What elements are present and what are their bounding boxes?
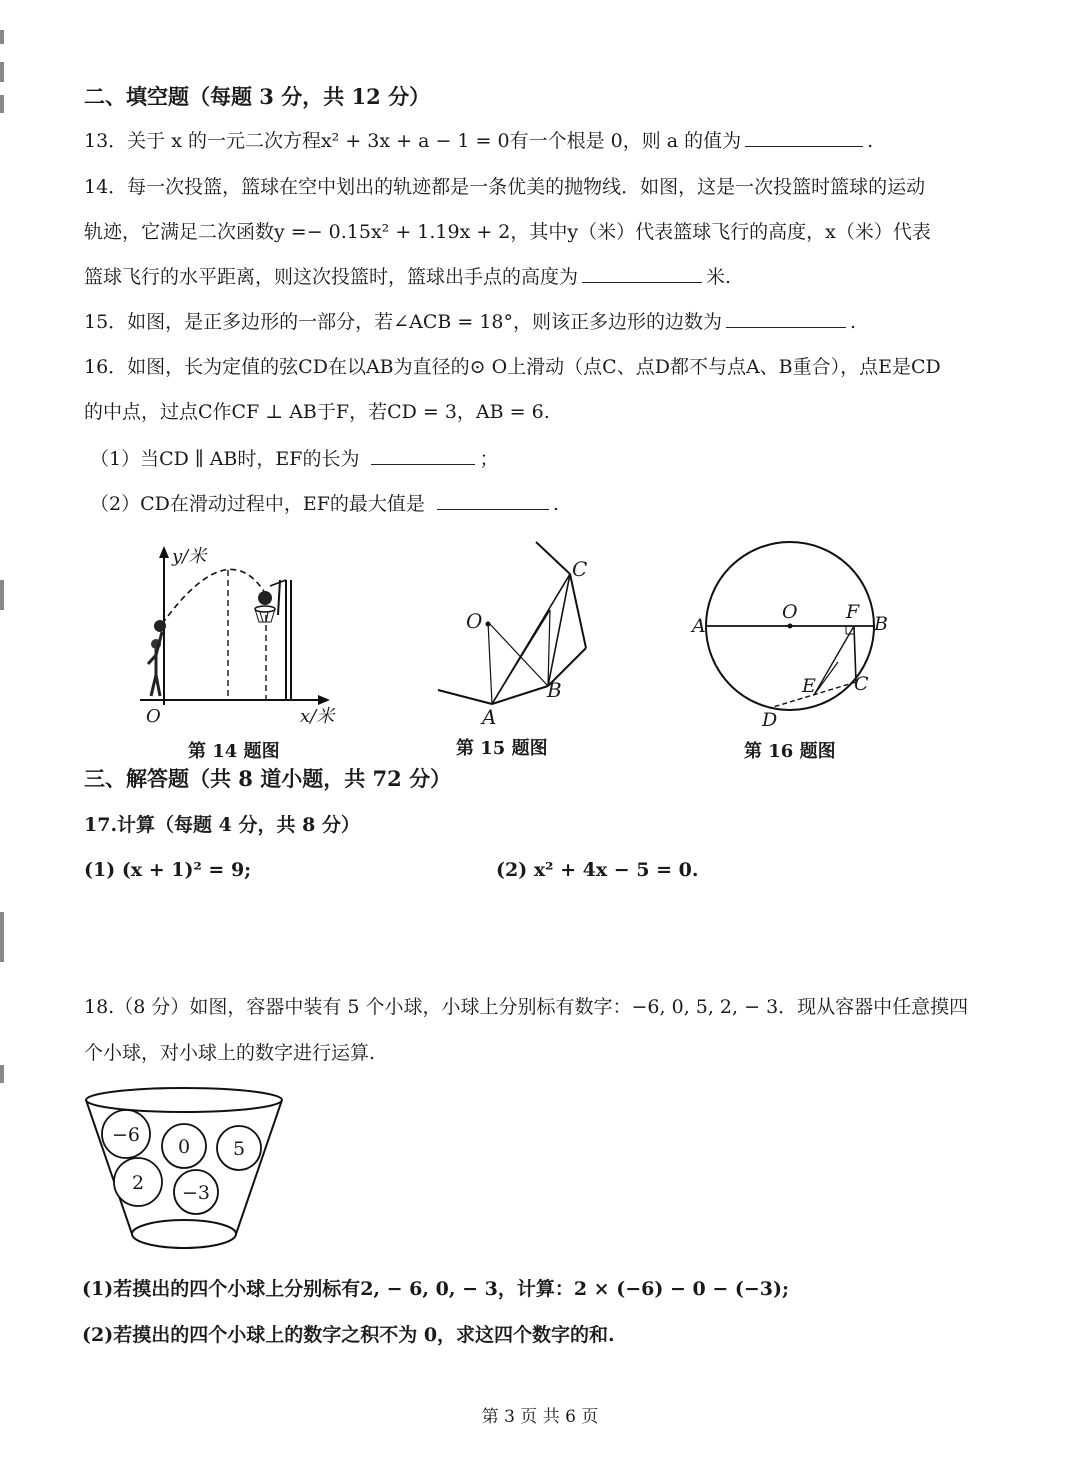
question-16-part2 <box>90 491 559 517</box>
label-b: B <box>874 613 888 635</box>
binding-edge-mark <box>0 580 4 610</box>
binding-edge-mark <box>0 95 4 113</box>
segment-e <box>814 662 838 695</box>
ball-label: −6 <box>111 1124 141 1146</box>
segment-oa <box>488 622 492 704</box>
answer-blank <box>371 446 475 465</box>
origin-label: O <box>146 706 161 727</box>
segment-o-b <box>488 622 548 686</box>
container-bottom <box>132 1220 236 1248</box>
binding-edge-mark <box>0 30 4 44</box>
question-16-line1: 16．如图，长为定值的弦CD在以AB为直径的⊙ O上滑动（点C、点D都不与点A、B重合），点E是CD <box>84 356 941 378</box>
answer-blank <box>745 128 863 147</box>
figure-16-caption: 第 16 题图 <box>744 741 836 762</box>
page-number: 第 3 页 共 6 页 <box>481 1407 599 1427</box>
ball-label: 2 <box>131 1172 145 1194</box>
figure-14-caption: 第 14 题图 <box>188 741 280 762</box>
label-o: O <box>782 601 798 623</box>
container-rim <box>86 1088 282 1112</box>
question-15-text: 15．如图，是正多边形的一部分，若∠ACB = 18°，则该正多边形的边数为 <box>84 311 722 333</box>
backboard <box>278 580 280 615</box>
label-e: E <box>802 675 816 697</box>
hoop-rim <box>255 606 275 612</box>
polygon-edge-extension2 <box>438 690 492 704</box>
label-a: A <box>482 705 497 729</box>
question-13 <box>84 128 873 154</box>
polygon-edge-cb <box>570 574 586 648</box>
figure-16-circle <box>686 530 906 740</box>
question-15 <box>84 309 856 335</box>
answer-blank <box>726 309 846 328</box>
player-ball <box>154 620 166 632</box>
question-18-part2: (2)若摸出的四个小球上的数字之积不为 0，求这四个数字的和. <box>82 1324 615 1346</box>
ball-label: 0 <box>177 1136 191 1158</box>
ball-label: 5 <box>232 1138 246 1160</box>
question-18-line1: 18.（8 分）如图，容器中装有 5 个小球，小球上分别标有数字：−6, 0, 5, 2, − 3．现从容器中任意摸四 <box>84 996 969 1018</box>
question-18-line2: 个小球，对小球上的数字进行运算. <box>84 1042 376 1064</box>
hoop-arm <box>270 580 286 586</box>
punctuation: . <box>867 130 874 152</box>
binding-edge-mark <box>0 1065 4 1083</box>
question-18-part1: (1)若摸出的四个小球上分别标有2, − 6, 0, − 3，计算：2 × (−6) − 0 − (−3); <box>82 1278 789 1300</box>
figure-18-container <box>82 1086 292 1256</box>
question-14-text: 篮球飞行的水平距离，则这次投篮时，篮球出手点的高度为 <box>84 266 579 288</box>
question-13-text: 13．关于 x 的一元二次方程x² + 3x + a − 1 = 0有一个根是 0，则 a 的值为 <box>84 130 742 152</box>
question-17-part1: (1) (x + 1)² = 9; <box>84 859 252 881</box>
question-14-line2: 轨迹，它满足二次函数y =− 0.15x² + 1.19x + 2，其中y（米）代表篮球飞行的高度，x（米）代表 <box>84 221 931 243</box>
question-17-title: 17.计算（每题 4 分，共 8 分） <box>84 814 360 836</box>
punctuation: ； <box>479 448 499 470</box>
center-point <box>788 624 793 629</box>
label-c: C <box>572 557 588 581</box>
question-14-line3 <box>84 264 731 290</box>
label-f: F <box>846 601 860 623</box>
center-point <box>486 622 491 627</box>
label-a: A <box>692 615 706 637</box>
punctuation: . <box>850 311 857 333</box>
y-axis-arrow <box>159 546 169 558</box>
ball-trajectory <box>162 569 268 624</box>
figure-15-polygon <box>430 530 610 730</box>
binding-edge-mark <box>0 912 4 962</box>
punctuation: . <box>552 493 559 515</box>
question-16-part1-text: （1）当CD ∥ AB时，EF的长为 <box>90 448 360 470</box>
answer-blank <box>437 491 549 510</box>
question-14-line1: 14．每一次投篮，篮球在空中划出的轨迹都是一条优美的抛物线．如图，这是一次投篮时篮球的运动 <box>84 176 926 198</box>
diagonal <box>492 610 550 704</box>
ball-label: −3 <box>181 1182 211 1204</box>
x-axis-arrow <box>318 695 330 705</box>
unit-text: 米. <box>706 266 732 288</box>
label-d: D <box>762 709 778 731</box>
label-c: C <box>854 673 869 695</box>
question-16-part2-text: （2）CD在滑动过程中，EF的最大值是 <box>90 493 425 515</box>
polygon-edge-extension <box>536 542 570 574</box>
y-axis-label: y/米 <box>172 546 207 567</box>
question-16-part1 <box>90 446 498 472</box>
section-title: 二、填空题（每题 3 分，共 12 分） <box>84 84 431 109</box>
basketball <box>258 591 272 605</box>
label-o: O <box>466 609 483 633</box>
binding-edge-mark <box>0 62 4 82</box>
figure-14-basketball <box>120 540 340 740</box>
question-16-line2: 的中点，过点C作CF ⊥ AB于F，若CD = 3，AB = 6. <box>84 401 550 423</box>
figure-15-caption: 第 15 题图 <box>456 738 548 759</box>
question-17-part2: (2) x² + 4x − 5 = 0. <box>496 859 699 881</box>
section-title: 三、解答题（共 8 道小题，共 72 分） <box>84 766 452 791</box>
x-axis-label: x/米 <box>300 706 335 727</box>
label-b: B <box>547 678 562 702</box>
answer-blank <box>582 264 702 283</box>
